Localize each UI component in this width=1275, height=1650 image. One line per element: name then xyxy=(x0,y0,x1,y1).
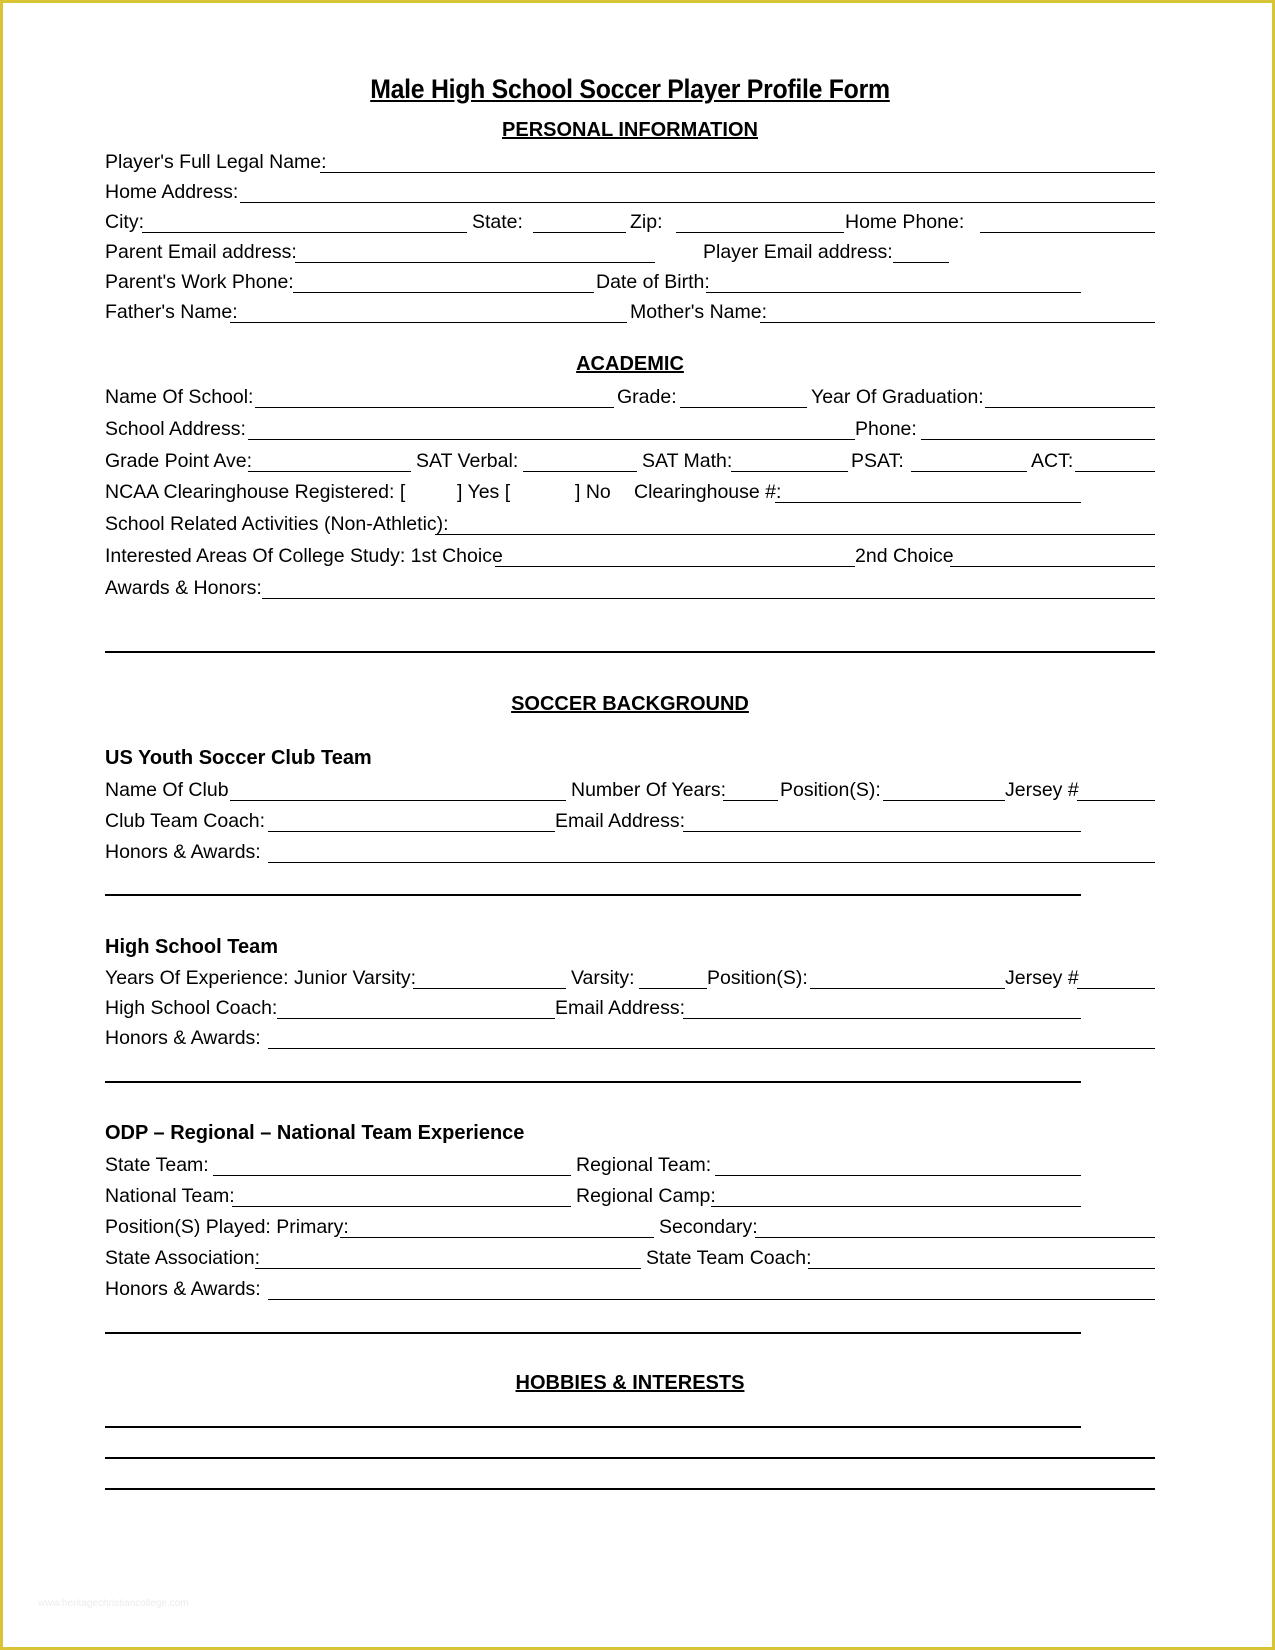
section-hobbies-heading: HOBBIES & INTERESTS xyxy=(515,1372,745,1394)
row-club-coach xyxy=(105,808,1155,834)
activities-label: School Related Activities (Non-Athletic): xyxy=(105,513,449,535)
row-hs-honors xyxy=(105,1025,1155,1051)
parent-email-field[interactable] xyxy=(295,239,655,263)
parent-email-label: Parent Email address: xyxy=(105,241,297,263)
club-email-field[interactable] xyxy=(683,808,1081,832)
parent-work-phone-label: Parent's Work Phone: xyxy=(105,271,294,293)
row-work-phone xyxy=(105,269,1155,295)
home-address-label: Home Address: xyxy=(105,181,239,203)
hs-jersey-label: Jersey # xyxy=(1005,967,1079,989)
city-label: City: xyxy=(105,211,144,233)
home-phone-field[interactable] xyxy=(980,209,1155,233)
section-academic-heading: ACADEMIC xyxy=(576,353,684,375)
study-second-label: 2nd Choice xyxy=(855,545,954,567)
gpa-label: Grade Point Ave: xyxy=(105,450,253,472)
school-phone-label: Phone: xyxy=(855,418,917,440)
year-grad-label: Year Of Graduation: xyxy=(811,386,984,408)
sat-math-label: SAT Math: xyxy=(642,450,733,472)
club-years-field[interactable] xyxy=(723,777,778,801)
hs-position-field[interactable] xyxy=(810,965,1005,989)
row-odp-state-team xyxy=(105,1152,1155,1178)
regional-camp-label: Regional Camp: xyxy=(576,1185,716,1207)
mother-label: Mother's Name: xyxy=(630,301,768,323)
national-team-field[interactable] xyxy=(232,1183,571,1207)
odp-honors-field[interactable] xyxy=(268,1276,1155,1300)
row-home-address xyxy=(105,179,1155,205)
hs-honors-field[interactable] xyxy=(268,1025,1155,1049)
home-phone-label: Home Phone: xyxy=(845,211,965,233)
form-title: Male High School Soccer Player Profile Form xyxy=(370,74,890,104)
school-phone-field[interactable] xyxy=(921,416,1155,440)
row-odp-national-team xyxy=(105,1183,1155,1209)
club-jersey-field[interactable] xyxy=(1077,777,1155,801)
awards-extra-line[interactable] xyxy=(105,651,1155,653)
primary-position-field[interactable] xyxy=(340,1214,654,1238)
hobbies-line-2[interactable] xyxy=(105,1457,1155,1459)
father-label: Father's Name: xyxy=(105,301,238,323)
section-personal-heading: PERSONAL INFORMATION xyxy=(502,119,758,141)
row-scores xyxy=(105,448,1155,474)
hs-position-label: Position(S): xyxy=(707,967,808,989)
club-position-field[interactable] xyxy=(883,777,1005,801)
clearinghouse-num-field[interactable] xyxy=(775,479,1081,503)
awards-field[interactable] xyxy=(262,575,1155,599)
hs-jv-field[interactable] xyxy=(413,965,566,989)
row-school-name xyxy=(105,384,1155,410)
club-years-label: Number Of Years: xyxy=(571,779,726,801)
gpa-field[interactable] xyxy=(248,448,411,472)
psat-label: PSAT: xyxy=(851,450,904,472)
activities-field[interactable] xyxy=(435,511,1155,535)
club-honors-label: Honors & Awards: xyxy=(105,841,261,863)
state-label: State: xyxy=(472,211,523,233)
act-field[interactable] xyxy=(1075,448,1155,472)
hs-honors-label: Honors & Awards: xyxy=(105,1027,261,1049)
city-field[interactable] xyxy=(142,209,467,233)
row-emails xyxy=(105,239,1155,265)
home-address-field[interactable] xyxy=(240,179,1155,203)
ncaa-yes-label: ] Yes [ xyxy=(457,481,511,503)
zip-field[interactable] xyxy=(676,209,844,233)
school-name-label: Name Of School: xyxy=(105,386,254,408)
sat-verbal-label: SAT Verbal: xyxy=(416,450,519,472)
row-odp-state-assoc xyxy=(105,1245,1155,1271)
row-awards xyxy=(105,575,1155,601)
mother-field[interactable] xyxy=(760,299,1155,323)
zip-label: Zip: xyxy=(630,211,663,233)
parent-work-phone-field[interactable] xyxy=(293,269,594,293)
row-full-name xyxy=(105,149,1155,175)
sat-verbal-field[interactable] xyxy=(523,448,637,472)
state-team-field[interactable] xyxy=(213,1152,571,1176)
club-name-label: Name Of Club xyxy=(105,779,229,801)
club-honors-extra-line[interactable] xyxy=(105,894,1081,896)
odp-honors-extra-line[interactable] xyxy=(105,1332,1081,1334)
row-hs-experience xyxy=(105,965,1155,991)
hs-email-label: Email Address: xyxy=(555,997,686,1019)
regional-team-field[interactable] xyxy=(715,1152,1081,1176)
grade-field[interactable] xyxy=(680,384,807,408)
state-assoc-field[interactable] xyxy=(255,1245,641,1269)
club-position-label: Position(S): xyxy=(780,779,881,801)
state-field[interactable] xyxy=(533,209,626,233)
regional-camp-field[interactable] xyxy=(711,1183,1081,1207)
hs-coach-label: High School Coach: xyxy=(105,997,278,1019)
state-coach-field[interactable] xyxy=(808,1245,1155,1269)
primary-position-label: Position(S) Played: Primary: xyxy=(105,1216,349,1238)
ncaa-label: NCAA Clearinghouse Registered: [ xyxy=(105,481,406,503)
clearinghouse-num-label: Clearinghouse #: xyxy=(634,481,782,503)
row-city-state xyxy=(105,209,1155,235)
hobbies-line-3[interactable] xyxy=(105,1488,1155,1490)
row-club-name xyxy=(105,777,1155,803)
club-team-heading: US Youth Soccer Club Team xyxy=(105,747,372,769)
player-email-label: Player Email address: xyxy=(703,241,893,263)
ncaa-no-label: ] No xyxy=(575,481,611,503)
year-grad-field[interactable] xyxy=(985,384,1155,408)
dob-field[interactable] xyxy=(706,269,1081,293)
club-honors-field[interactable] xyxy=(268,839,1155,863)
club-jersey-label: Jersey # xyxy=(1005,779,1079,801)
club-name-field[interactable] xyxy=(230,777,566,801)
study-first-field[interactable] xyxy=(495,543,855,567)
psat-field[interactable] xyxy=(911,448,1027,472)
row-odp-positions xyxy=(105,1214,1155,1240)
secondary-position-field[interactable] xyxy=(755,1214,1155,1238)
father-field[interactable] xyxy=(230,299,627,323)
watermark-text: www.heritagechristiancollege.com xyxy=(38,1598,189,1609)
regional-team-label: Regional Team: xyxy=(576,1154,712,1176)
row-hs-coach xyxy=(105,995,1155,1021)
odp-honors-label: Honors & Awards: xyxy=(105,1278,261,1300)
school-address-label: School Address: xyxy=(105,418,246,440)
row-parents xyxy=(105,299,1155,325)
secondary-position-label: Secondary: xyxy=(659,1216,758,1238)
row-club-honors xyxy=(105,839,1155,865)
school-name-field[interactable] xyxy=(255,384,614,408)
club-coach-field[interactable] xyxy=(268,808,555,832)
row-college-study xyxy=(105,543,1155,569)
full-name-label: Player's Full Legal Name: xyxy=(105,151,327,173)
row-odp-honors xyxy=(105,1276,1155,1302)
study-second-field[interactable] xyxy=(950,543,1155,567)
odp-heading: ODP – Regional – National Team Experience xyxy=(105,1122,525,1144)
section-soccer-heading: SOCCER BACKGROUND xyxy=(511,693,749,715)
row-ncaa xyxy=(105,479,1155,505)
club-email-label: Email Address: xyxy=(555,810,686,832)
hs-jv-label: Years Of Experience: Junior Varsity: xyxy=(105,967,417,989)
study-first-label: Interested Areas Of College Study: 1st Choice xyxy=(105,545,503,567)
state-assoc-label: State Association: xyxy=(105,1247,261,1269)
hs-honors-extra-line[interactable] xyxy=(105,1081,1081,1083)
hs-jersey-field[interactable] xyxy=(1077,965,1155,989)
hs-varsity-field[interactable] xyxy=(639,965,707,989)
act-label: ACT: xyxy=(1031,450,1074,472)
school-address-field[interactable] xyxy=(248,416,855,440)
dob-label: Date of Birth: xyxy=(596,271,710,293)
sat-math-field[interactable] xyxy=(731,448,848,472)
hs-coach-field[interactable] xyxy=(277,995,555,1019)
club-coach-label: Club Team Coach: xyxy=(105,810,266,832)
high-school-team-heading: High School Team xyxy=(105,936,278,958)
national-team-label: National Team: xyxy=(105,1185,235,1207)
awards-label: Awards & Honors: xyxy=(105,577,262,599)
ncaa-no-box[interactable] xyxy=(513,479,563,503)
state-coach-label: State Team Coach: xyxy=(646,1247,812,1269)
ncaa-yes-box[interactable] xyxy=(395,479,445,503)
row-activities xyxy=(105,511,1155,537)
player-email-field[interactable] xyxy=(893,239,949,263)
full-name-field[interactable] xyxy=(320,149,1155,173)
hs-varsity-label: Varsity: xyxy=(571,967,635,989)
hobbies-line-1[interactable] xyxy=(105,1426,1081,1428)
row-school-address xyxy=(105,416,1155,442)
grade-label: Grade: xyxy=(617,386,677,408)
state-team-label: State Team: xyxy=(105,1154,209,1176)
hs-email-field[interactable] xyxy=(683,995,1081,1019)
